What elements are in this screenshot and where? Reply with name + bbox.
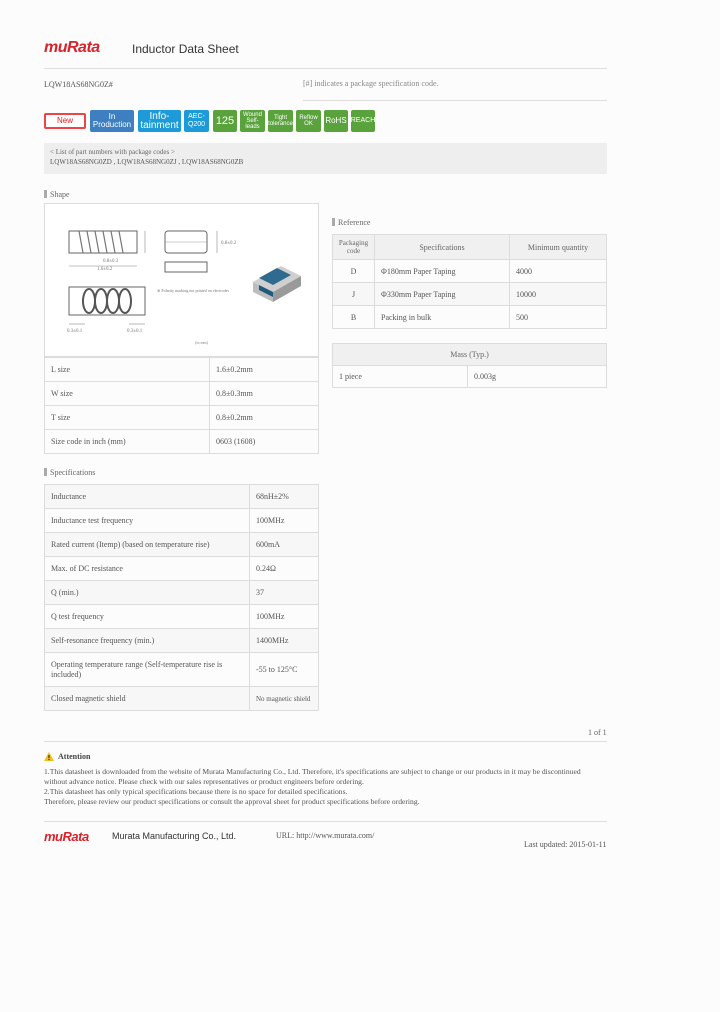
package-code-note: [#] indicates a package specification code. — [303, 79, 439, 88]
table-row: Q test frequency 100MHz — [45, 605, 319, 629]
badge-in-production: In Production — [90, 110, 134, 132]
unit-label: (in mm) — [195, 340, 208, 345]
specifications-table — [44, 484, 319, 711]
dim-thickness: 0.8±0.2 — [221, 241, 237, 246]
table-row: 1 piece 0.003g — [333, 366, 607, 388]
table-row: B Packing in bulk 500 — [333, 306, 607, 329]
table-header-row: Packaging code Specifications Minimum quantity — [333, 235, 607, 260]
badge-reflow-ok: Reflow OK — [296, 110, 321, 132]
reference-table — [332, 234, 607, 329]
table-row: Max. of DC resistance 0.24Ω — [45, 557, 319, 581]
table-row: Rated current (Itemp) (based on temperature rise) 600mA — [45, 533, 319, 557]
table-header-row: Mass (Typ.) — [333, 344, 607, 366]
shape-heading: Shape — [44, 190, 70, 199]
table-row: T size 0.8±0.2mm — [45, 406, 319, 430]
shape-table — [44, 357, 319, 454]
part-list-heading: < List of part numbers with package codes > — [50, 148, 175, 156]
part-list-items[interactable]: LQW18AS68NG0ZD , LQW18AS68NG0ZJ , LQW18AS68NG0ZB — [50, 158, 244, 166]
badge-infotainment: Info-tainment — [138, 110, 181, 132]
dim-electrode-right: 0.3±0.1 — [127, 329, 143, 334]
part-divider — [303, 100, 607, 101]
table-row: Inductance 68nH±2% — [45, 485, 319, 509]
footer-divider — [44, 821, 607, 822]
badge-125c: 125 — [213, 110, 237, 132]
dim-electrode-left: 0.3±0.1 — [67, 329, 83, 334]
warning-icon — [44, 752, 54, 761]
table-row: J Φ330mm Paper Taping 10000 — [333, 283, 607, 306]
shape-drawing-box — [44, 203, 319, 357]
specifications-heading: Specifications — [44, 468, 95, 477]
attention-header: Attention — [44, 752, 90, 761]
table-row: W size 0.8±0.3mm — [45, 382, 319, 406]
table-row: L size 1.6±0.2mm — [45, 358, 319, 382]
polarity-note: ※ Polarity marking not printed on electrodes — [157, 288, 230, 293]
footer-company: Murata Manufacturing Co., Ltd. — [112, 831, 237, 841]
badge-reach: REACH — [351, 110, 375, 132]
attention-text: 1.This datasheet is downloaded from the website of Murata Manufacturing Co., Ltd. Therefore, it's specifications are subject to change or our products in it may be discontinued without advance notice. Please check with our sales representatives or product engineers before ordering. 2.This datasheet has only typical specifications because there is no space for detailed specifications. Therefore, please review our product specifications or consult the approval sheet for product specifications before ordering. — [44, 767, 581, 806]
footer-logo: muRata — [44, 829, 89, 844]
reference-heading: Reference — [332, 218, 370, 227]
page-number: 1 of 1 — [588, 728, 607, 737]
footer-url[interactable]: URL: http://www.murata.com/ — [276, 831, 375, 840]
page-title: Inductor Data Sheet — [132, 42, 239, 56]
mass-table — [332, 343, 607, 388]
badge-aec-q200: AEC-Q200 — [184, 110, 209, 132]
header-logo: muRata — [44, 39, 100, 56]
table-row: Q (min.) 37 — [45, 581, 319, 605]
badge-rohs: RoHS — [324, 110, 348, 132]
inductor-outline-drawing — [45, 204, 318, 356]
table-row: Closed magnetic shield No magnetic shield — [45, 687, 319, 711]
dim-length: 1.6±0.2 — [97, 267, 113, 272]
badge-tight-tolerance: Tight tolerance — [268, 110, 293, 132]
table-row: D Φ180mm Paper Taping 4000 — [333, 260, 607, 283]
table-row: Operating temperature range (Self-temperature rise is included) -55 to 125°C — [45, 653, 319, 687]
badge-new: New — [44, 113, 86, 129]
dim-width: 0.8±0.3 — [103, 259, 119, 264]
table-row: Self-resonance frequency (min.) 1400MHz — [45, 629, 319, 653]
header-divider — [44, 68, 607, 69]
table-row: Inductance test frequency 100MHz — [45, 509, 319, 533]
inductor-photo — [253, 266, 301, 302]
part-number: LQW18AS68NG0Z# — [44, 80, 113, 89]
table-row: Size code in inch (mm) 0603 (1608) — [45, 430, 319, 454]
badge-wound: Wound Self-leads — [240, 110, 265, 132]
last-updated: Last updated: 2015-01-11 — [524, 840, 607, 849]
attention-divider — [44, 741, 607, 742]
